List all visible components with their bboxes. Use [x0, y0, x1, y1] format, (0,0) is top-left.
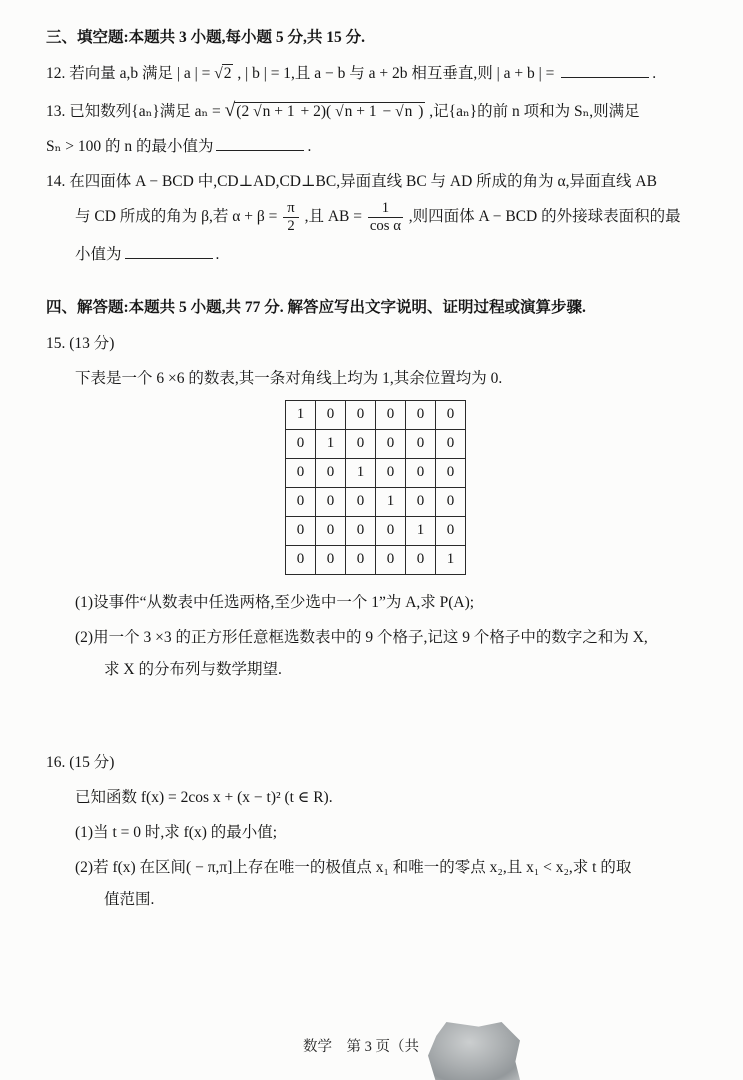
sqrt-radical: [214, 65, 233, 82]
radical-sign-icon: √: [395, 103, 404, 120]
table-cell: 0: [406, 429, 436, 458]
question-15-part-1: (1)设事件“从数表中任选两格,至少选中一个 1”为 A,求 P(A);: [75, 593, 475, 611]
table-cell: 0: [436, 487, 466, 516]
question-16-intro: 已知函数 f(x) = 2cos x + (x − t)² (t ∈ R).: [75, 788, 333, 806]
table-cell: 1: [376, 487, 406, 516]
table-cell: 0: [316, 400, 346, 429]
page-footer: 数学 第 3 页（共: [303, 1039, 419, 1055]
radical-argument: 2: [223, 65, 232, 82]
table-cell: 0: [406, 400, 436, 429]
table-cell: 0: [406, 458, 436, 487]
table-cell: 0: [436, 458, 466, 487]
table-cell: 0: [436, 516, 466, 545]
question-16-part-2-line-2: 值范围.: [104, 890, 155, 908]
fraction-pi-over-2: [283, 200, 298, 235]
scan-shadow-artifact: [428, 1022, 520, 1080]
section4-heading: 四、解答题:本题共 5 小题,共 77 分. 解答应写出文字说明、证明过程或演算步骤.: [46, 298, 586, 316]
question-16-part-2-line-1: (2)若 f(x) 在区间( − π,π]上存在唯一的极值点 x₁ 和唯一的零点 x₂,且 x₁ < x₂,求 t 的取: [75, 858, 632, 876]
q13-text-4: .: [307, 138, 312, 155]
question-15-intro: 下表是一个 6 ×6 的数表,其一条对角线上均为 1,其余位置均为 0.: [75, 369, 503, 387]
fraction-denominator: 2: [287, 217, 295, 234]
table-cell: 0: [286, 545, 316, 574]
q12-text-2: , | b | = 1,且 a − b 与 a + 2b 相互垂直,则 | a + b | =: [233, 65, 559, 82]
table-cell: 0: [436, 429, 466, 458]
q13-inner-text-3: −: [378, 103, 396, 120]
radical-sign-icon: √: [253, 103, 262, 120]
table-cell: 0: [376, 429, 406, 458]
q13-text-1: 13. 已知数列{aₙ}满足 aₙ =: [46, 103, 225, 120]
table-row: [286, 545, 466, 574]
table-cell: 0: [316, 516, 346, 545]
q13-text-2: ,记{aₙ}的前 n 项和为 Sₙ,则满足: [425, 103, 640, 120]
table-row: [286, 400, 466, 429]
table-cell: 0: [286, 458, 316, 487]
table-cell: 0: [346, 516, 376, 545]
outer-sqrt-radical: [224, 100, 640, 121]
fraction-numerator: 1: [368, 200, 403, 218]
table-cell: 0: [436, 400, 466, 429]
question-15-number: 15. (13 分): [46, 334, 115, 352]
q14-text-4: 小值为: [75, 245, 122, 263]
q13-inner-text-2: + 2)(: [296, 103, 336, 120]
table-cell: 1: [316, 429, 346, 458]
table-cell: 0: [376, 458, 406, 487]
table-row: [286, 429, 466, 458]
table-cell: 0: [316, 545, 346, 574]
radical-argument: n + 1: [262, 103, 295, 120]
question-14-line-1: 14. 在四面体 A − BCD 中,CD⊥AD,CD⊥BC,异面直线 BC 与 AD 所成的角为 α,异面直线 AB: [46, 173, 657, 190]
number-grid-table: [285, 400, 466, 575]
table-cell: 0: [286, 487, 316, 516]
table-cell: 0: [406, 545, 436, 574]
table-cell: 1: [436, 545, 466, 574]
answer-blank-q13: [216, 136, 304, 151]
table-cell: 1: [406, 516, 436, 545]
question-16-part-1: (1)当 t = 0 时,求 f(x) 的最小值;: [75, 823, 278, 841]
question-12: [46, 60, 705, 87]
table-cell: 1: [346, 458, 376, 487]
table-cell: 0: [286, 429, 316, 458]
inner-sqrt-radical: [335, 103, 379, 120]
q12-text-1: 12. 若向量 a,b 满足 | a | =: [46, 65, 215, 82]
question-15-part-2-line-1: (2)用一个 3 ×3 的正方形任意框选数表中的 9 个格子,记这 9 个格子中的数字之和为 X,: [75, 628, 648, 646]
table-cell: 0: [406, 487, 436, 516]
answer-blank-q14: [125, 244, 213, 259]
question-14-line-2: [46, 200, 705, 235]
radical-sign-icon: √: [335, 103, 344, 120]
table-cell: 0: [316, 458, 346, 487]
table-cell: 0: [346, 429, 376, 458]
fraction-one-over-cos-alpha: [368, 200, 403, 235]
question-16-number: 16. (15 分): [46, 753, 115, 771]
table-cell: 0: [286, 516, 316, 545]
inner-sqrt-radical: [395, 103, 414, 120]
table-cell: 0: [346, 487, 376, 516]
table-cell: 0: [316, 487, 346, 516]
table-cell: 0: [376, 516, 406, 545]
q13-text-3: Sₙ > 100 的 n 的最小值为: [46, 138, 214, 155]
fraction-denominator: cos α: [369, 217, 401, 234]
table-cell: 0: [376, 400, 406, 429]
q14-text-5: .: [215, 245, 220, 263]
table-row: [286, 516, 466, 545]
section3-heading: 三、填空题:本题共 3 小题,每小题 5 分,共 15 分.: [46, 29, 366, 46]
table-cell: 1: [286, 400, 316, 429]
table-row: [286, 458, 466, 487]
q12-text-3: .: [652, 65, 657, 82]
outer-radical-argument: [234, 102, 425, 120]
inner-sqrt-radical: [253, 103, 297, 120]
q14-text-1: 与 CD 所成的角为 β,若 α + β =: [75, 207, 282, 225]
q13-inner-text-1: (2: [236, 103, 254, 120]
question-13-line-1: [46, 95, 705, 127]
table-cell: 0: [346, 400, 376, 429]
fraction-numerator: π: [283, 200, 298, 218]
q13-inner-text-4: ): [414, 103, 424, 120]
answer-blank-q12: [561, 63, 649, 78]
radical-sign-icon: √: [214, 65, 223, 82]
table-row: [286, 487, 466, 516]
table-cell: 0: [346, 545, 376, 574]
table-cell: 0: [376, 545, 406, 574]
radical-argument: n: [404, 103, 413, 120]
question-14-line-3: [46, 241, 705, 268]
radical-argument: n + 1: [344, 103, 377, 120]
q14-text-2: ,且 AB =: [300, 207, 366, 225]
question-13-line-2: [46, 133, 705, 160]
q14-text-3: ,则四面体 A − BCD 的外接球表面积的最: [404, 207, 681, 225]
radical-sign-icon: √: [224, 100, 236, 121]
question-15-part-2-line-2: 求 X 的分布列与数学期望.: [104, 660, 282, 678]
